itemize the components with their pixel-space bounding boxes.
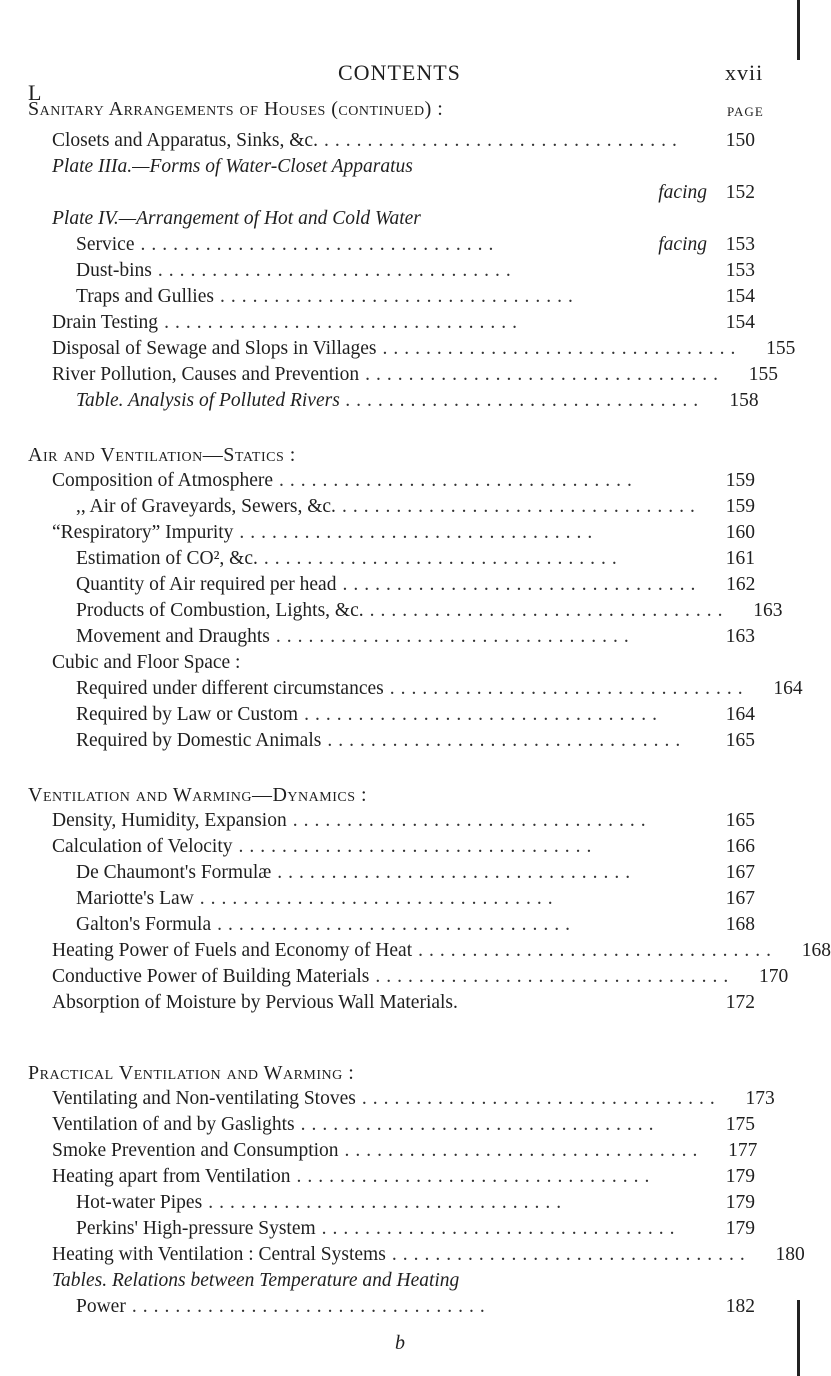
toc-entry: Plate IIIa.—Forms of Water-Closet Apparatus	[52, 156, 413, 177]
page-edge-bottom	[797, 1300, 800, 1376]
toc-entry: Mariotte's Law ................................. 167	[76, 888, 755, 909]
toc-entry: Smoke Prevention and Consumption ................................. 177	[52, 1140, 758, 1161]
toc-entry: Closets and Apparatus, Sinks, &c. ................................. 150	[52, 130, 755, 151]
toc-entry-continued: Power ................................. 182	[76, 1296, 755, 1317]
toc-entry: Heating with Ventilation : Central Systems ................................. 180	[52, 1244, 805, 1265]
toc-entry: Table. Analysis of Polluted Rivers ................................. 158	[76, 390, 759, 411]
page-edge-top	[797, 0, 800, 60]
toc-entry: Products of Combustion, Lights, &c. ................................. 163	[76, 600, 783, 621]
toc-entry-continued: Service ................................. facing 153	[76, 234, 755, 255]
toc-entry: Conductive Power of Building Materials ................................. 170	[52, 966, 789, 987]
toc-entry: Cubic and Floor Space :	[52, 652, 241, 673]
section-heading: Sanitary Arrangements of Houses (continued) :	[28, 98, 444, 120]
toc-entry: De Chaumont's Formulæ ................................. 167	[76, 862, 755, 883]
section-heading: Practical Ventilation and Warming :	[28, 1062, 355, 1084]
toc-entry: Density, Humidity, Expansion ................................. 165	[52, 810, 755, 831]
toc-entry: Ventilation of and by Gaslights ................................. 175	[52, 1114, 755, 1135]
toc-entry: Heating apart from Ventilation ................................. 179	[52, 1166, 755, 1187]
toc-entry: Calculation of Velocity ................................. 166	[52, 836, 755, 857]
signature-mark: b	[395, 1332, 405, 1354]
page-column-heading: PAGE	[727, 104, 764, 119]
toc-entry: Heating Power of Fuels and Economy of Heat ................................. 168	[52, 940, 831, 961]
toc-entry: Quantity of Air required per head ................................. 162	[76, 574, 756, 595]
toc-entry: Tables. Relations between Temperature and Heating	[52, 1270, 460, 1291]
toc-entry: Estimation of CO², &c. ................................. 161	[76, 548, 755, 569]
section-heading: Air and Ventilation—Statics :	[28, 444, 296, 466]
toc-entry: River Pollution, Causes and Prevention ................................. 155	[52, 364, 778, 385]
toc-entry: Movement and Draughts ................................. 163	[76, 626, 755, 647]
toc-entry: Composition of Atmosphere ................................. 159	[52, 470, 755, 491]
toc-entry: Plate IV.—Arrangement of Hot and Cold Water	[52, 208, 421, 229]
toc-entry: Required under different circumstances ................................. 164	[76, 678, 803, 699]
toc-entry: Perkins' High-pressure System ................................. 179	[76, 1218, 755, 1239]
toc-entry: Hot-water Pipes ................................. 179	[76, 1192, 755, 1213]
toc-entry: “Respiratory” Impurity ................................. 160	[52, 522, 755, 543]
toc-entry: Disposal of Sewage and Slops in Villages ................................. 155	[52, 338, 796, 359]
toc-entry: Traps and Gullies ................................. 154	[76, 286, 755, 307]
toc-entry: Galton's Formula ................................. 168	[76, 914, 755, 935]
toc-entry: Ventilating and Non-ventilating Stoves ................................. 173	[52, 1088, 775, 1109]
stray-mark: L	[28, 80, 42, 105]
toc-entry: Required by Domestic Animals ................................. 165	[76, 730, 755, 751]
toc-entry: ,, Air of Graveyards, Sewers, &c. ................................. 159	[76, 496, 755, 517]
section-heading: Ventilation and Warming—Dynamics :	[28, 784, 368, 806]
running-title: CONTENTS	[338, 60, 461, 85]
toc-entry: Drain Testing ................................. 154	[52, 312, 755, 333]
toc-entry-continued: facing 152	[658, 182, 755, 203]
toc-entry: Absorption of Moisture by Pervious Wall Materials. 172	[52, 992, 755, 1013]
toc-entry: Dust-bins ................................. 153	[76, 260, 755, 281]
page-number-roman: xvii	[725, 60, 764, 85]
toc-entry: Required by Law or Custom ................................. 164	[76, 704, 755, 725]
